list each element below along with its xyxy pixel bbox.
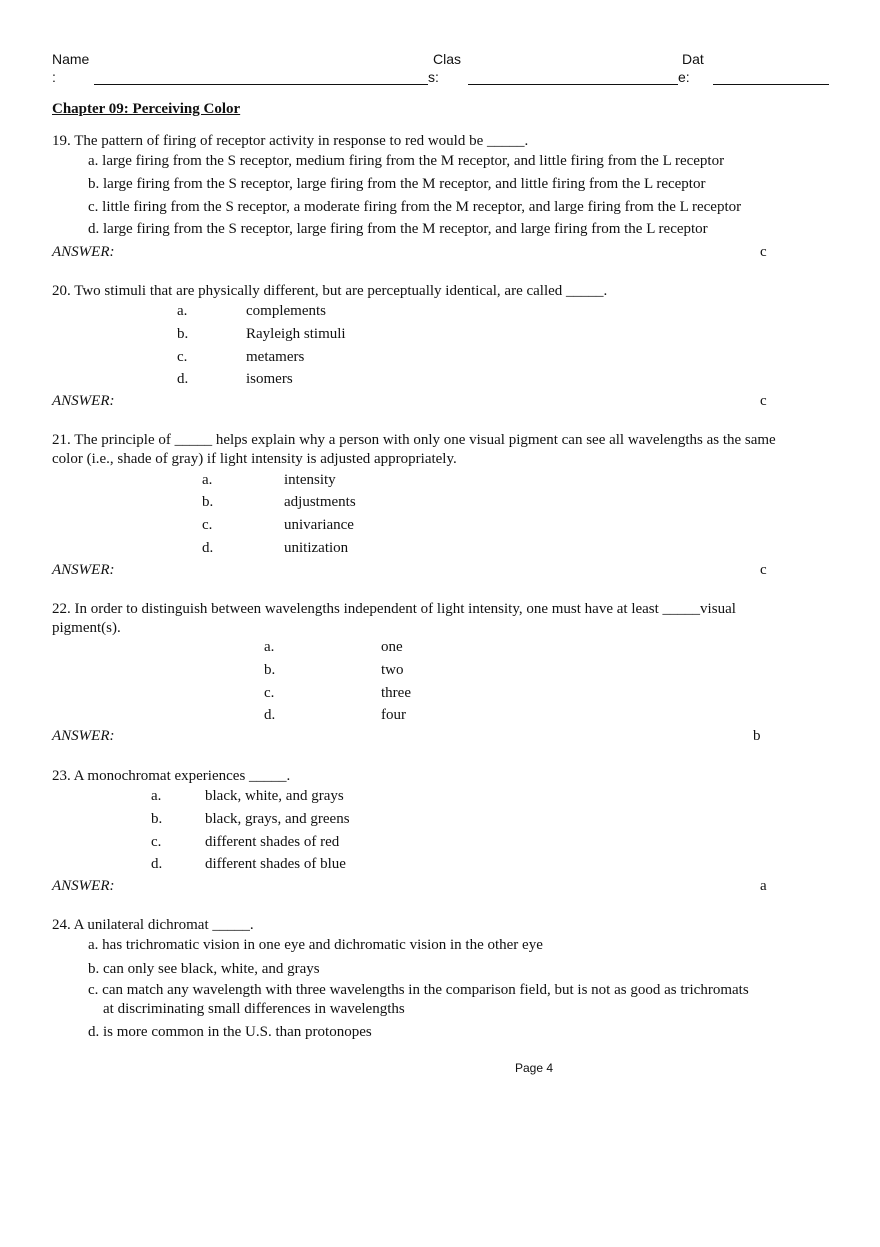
option-letter: d. — [151, 856, 163, 872]
option-b: b. can only see black, white, and grays — [88, 961, 320, 977]
name-field-line[interactable] — [94, 84, 428, 85]
option-d: d. is more common in the U.S. than protonopes — [88, 1024, 372, 1040]
question-stem: 20. Two stimuli that are physically different, but are perceptually identical, are called _____. — [52, 283, 608, 299]
option-letter: c. — [202, 517, 213, 533]
option-text: metamers — [246, 349, 305, 365]
option-letter: d. — [177, 371, 189, 387]
option-text: two — [381, 662, 404, 678]
date-label-suffix: e: — [678, 69, 690, 85]
option-letter: d. — [264, 707, 276, 723]
option-c: c. can match any wavelength with three wavelengths in the comparison field, but is not as good as trichromats — [88, 982, 749, 998]
option-c: c. little firing from the S receptor, a moderate firing from the M receptor, and large firing from the L receptor — [88, 199, 742, 215]
option-letter: a. — [202, 472, 213, 488]
question-stem-line1: 22. In order to distinguish between wavelengths independent of light intensity, one must have at least _____visual — [52, 601, 736, 617]
option-a: a. large firing from the S receptor, medium firing from the M receptor, and little firing from the L receptor — [88, 153, 725, 169]
option-b: b. large firing from the S receptor, large firing from the M receptor, and little firing from the L receptor — [88, 176, 706, 192]
question-stem: 19. The pattern of firing of receptor activity in response to red would be _____. — [52, 133, 529, 149]
name-label-colon: : — [52, 69, 56, 85]
question-stem-line2: color (i.e., shade of gray) if light intensity is adjusted appropriately. — [52, 451, 457, 467]
option-text: different shades of red — [205, 834, 340, 850]
option-letter: c. — [151, 834, 162, 850]
answer-label: ANSWER: — [52, 393, 115, 409]
option-text: Rayleigh stimuli — [246, 326, 346, 342]
option-text: four — [381, 707, 406, 723]
option-text: unitization — [284, 540, 349, 556]
option-letter: b. — [177, 326, 189, 342]
date-label: Dat — [682, 51, 704, 67]
option-text: black, grays, and greens — [205, 811, 350, 827]
answer-label: ANSWER: — [52, 728, 115, 744]
answer-value: c — [760, 244, 767, 260]
option-letter: a. — [151, 788, 162, 804]
option-letter: c. — [264, 685, 275, 701]
question-stem-line1: 21. The principle of _____ helps explain why a person with only one visual pigment can see all wavelengths as the same — [52, 432, 776, 448]
option-a: a. has trichromatic vision in one eye and dichromatic vision in the other eye — [88, 937, 543, 953]
option-text: different shades of blue — [205, 856, 346, 872]
answer-label: ANSWER: — [52, 244, 115, 260]
option-text: isomers — [246, 371, 293, 387]
option-letter: b. — [151, 811, 163, 827]
name-label: Name — [52, 51, 90, 67]
answer-label: ANSWER: — [52, 562, 115, 578]
option-c-continuation: at discriminating small differences in wavelengths — [103, 1001, 405, 1017]
option-text: adjustments — [284, 494, 356, 510]
option-letter: b. — [264, 662, 276, 678]
chapter-title: Chapter 09: Perceiving Color — [52, 101, 241, 117]
date-field-line[interactable] — [713, 84, 829, 85]
option-text: complements — [246, 303, 326, 319]
answer-value: c — [760, 562, 767, 578]
answer-value: b — [753, 728, 761, 744]
option-letter: c. — [177, 349, 188, 365]
option-text: black, white, and grays — [205, 788, 344, 804]
answer-value: c — [760, 393, 767, 409]
answer-value: a — [760, 878, 767, 894]
option-d: d. large firing from the S receptor, large firing from the M receptor, and large firing from the L receptor — [88, 221, 708, 237]
class-field-line[interactable] — [468, 84, 678, 85]
option-letter: d. — [202, 540, 214, 556]
class-label: Clas — [433, 51, 462, 67]
page-number: Page 4 — [515, 1061, 554, 1075]
option-text: one — [381, 639, 403, 655]
option-text: three — [381, 685, 411, 701]
option-letter: b. — [202, 494, 214, 510]
question-stem-line2: pigment(s). — [52, 620, 121, 636]
question-stem: 24. A unilateral dichromat _____. — [52, 917, 254, 933]
option-text: intensity — [284, 472, 336, 488]
option-letter: a. — [264, 639, 275, 655]
option-text: univariance — [284, 517, 354, 533]
option-letter: a. — [177, 303, 188, 319]
question-stem: 23. A monochromat experiences _____. — [52, 768, 291, 784]
class-label-suffix: s: — [428, 69, 439, 85]
answer-label: ANSWER: — [52, 878, 115, 894]
